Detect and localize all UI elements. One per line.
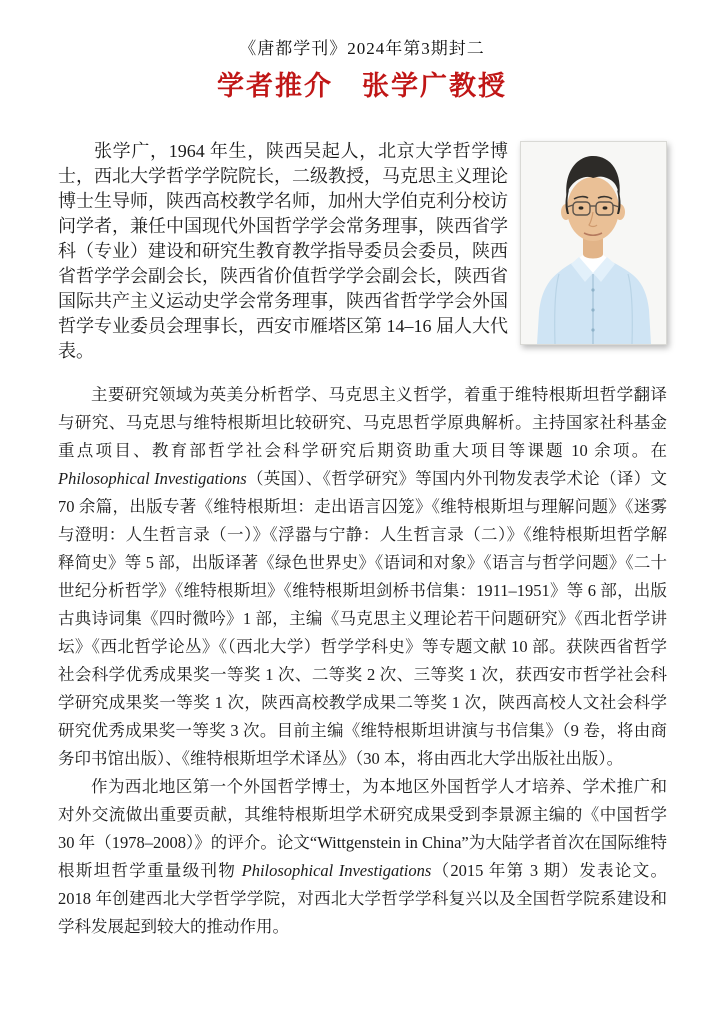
shirt-button (591, 288, 594, 291)
paragraph-impact-text-2: （2015 年第 3 期）发表论文。2018 年创建西北大学哲学学院，对西北大学哲学学科复兴以及全国哲学院系建设和学科发展起到较大的推动作用。 (58, 861, 668, 936)
paragraph-research-text-1: 主要研究领域为英美分析哲学、马克思主义哲学，着重于维特根斯坦哲学翻译与研究、马克思与维特根斯坦比较研究、马克思哲学原典解析。主持国家社科基金重点项目、教育部哲学社会科学研究后期资助重大项目等课题 10 余项。在 (58, 385, 667, 460)
portrait-illustration (521, 142, 666, 344)
paragraph-bio-text: 张学广，1964 年生，陕西吴起人，北京大学哲学博士，西北大学哲学学院院长，二级教授，马克思主义理论博士生导师，陕西高校教学名师，加州大学伯克利分校访问学者，兼任中国现代外国哲学学会常务理事，陕西省学科（专业）建设和研究生教育教学指导委员会委员，陕西省哲学学会副会长，陕西省价值哲学学会副会长，陕西省国际共产主义运动史学会常务理事，陕西省哲学学会外国哲学专业委员会理事长，西安市雁塔区第 14–16 届人大代表。 (58, 141, 508, 361)
paragraph-impact-text-1: 作为西北地区第一个外国哲学博士，为本地区外国哲学人才培养、学术推广和对外交流做出重要贡献，其维特根斯坦学术研究成果受到李景源主编的《中国哲学 30 年（1978–2008）》的评介。论文“Wittgenstein in China”为大陆学者首次在国际维特根斯坦哲学重量级刊物 (58, 777, 667, 880)
shirt-button (591, 308, 594, 311)
journal-issue-header: 《唐都学刊》2024年第3期封二 (239, 39, 485, 58)
profile-content (58, 139, 667, 941)
shirt-button (591, 328, 594, 331)
paragraph-impact (58, 773, 667, 941)
eye-left (579, 206, 584, 209)
page-title: 学者推介 张学广教授 (217, 71, 507, 101)
portrait-photo (520, 141, 667, 345)
paragraph-research-text-2: （英国）、《哲学研究》等国内外刊物发表学术论（译）文 70 余篇，出版专著《维特根斯坦：走出语言囚笼》《维特根斯坦与理解问题》《迷雾与澄明：人生哲言录（一）》《浮嚣与宁静：人生哲言录（二）》《维特根斯坦哲学解释简史》等 5 部，出版译著《绿色世界史》《语词和对象》《语言与哲学问题》《二十世纪分析哲学》《维特根斯坦》《维特根斯坦剑桥书信集：1911–1951》等 6 部，出版古典诗词集《四时微吟》1 部，主编《马克思主义理论若干问题研究》《西北哲学讲坛》《西北哲学论丛》《（西北大学）哲学学科史》等专题文献 10 部。获陕西省哲学社会科学优秀成果奖一等奖 1 次、二等奖 2 次、三等奖 1 次，获西安市哲学社会科学研究成果奖一等奖 1 次，陕西高校教学成果二等奖 1 次，陕西高校人文社会科学研究优秀成果奖一等奖 3 次。目前主编《维特根斯坦讲演与书信集》（9 卷，将由商务印书馆出版）、《维特根斯坦学术译丛》（30 本，将由西北大学出版社出版）。 (58, 469, 668, 768)
journal-name-italic: Philosophical Investigations (58, 469, 247, 488)
face (567, 177, 619, 241)
journal-name-italic-2: Philosophical Investigations (241, 861, 432, 880)
paragraph-research (58, 381, 667, 773)
eye-right (603, 206, 608, 209)
